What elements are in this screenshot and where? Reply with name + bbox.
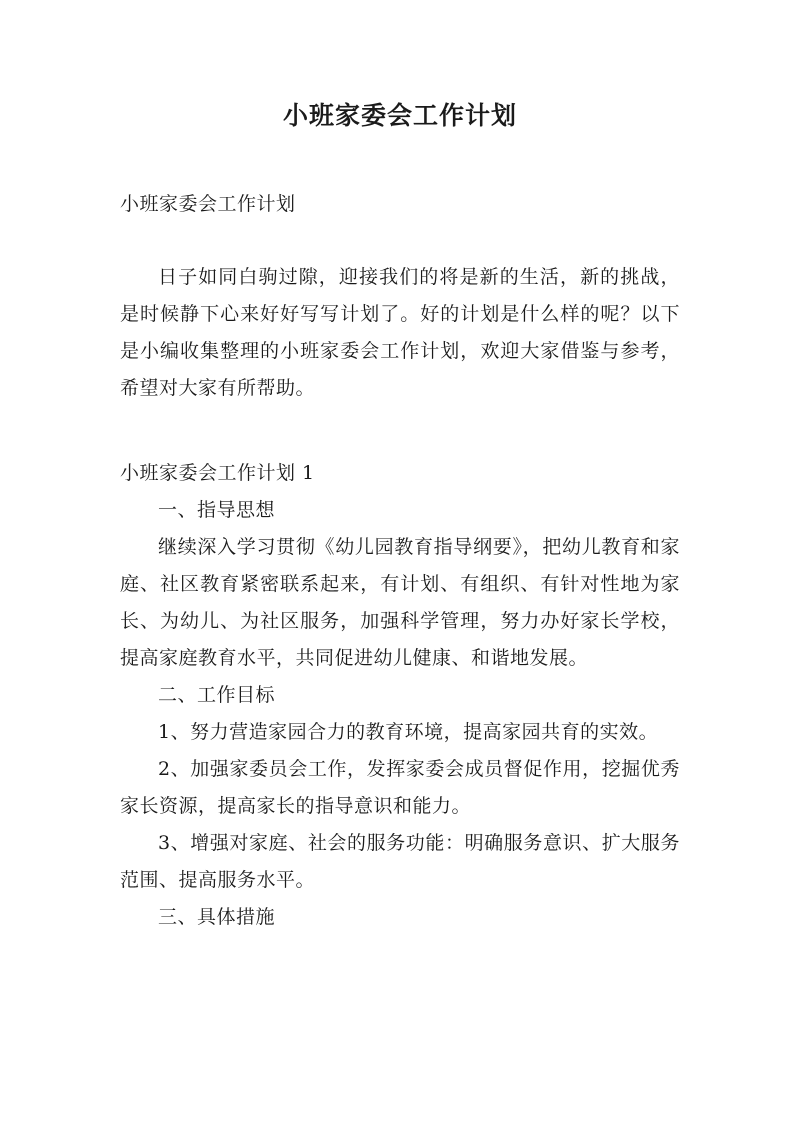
intro-block — [120, 259, 680, 407]
goal-item-3: 3、增强对家庭、社会的服务功能：明确服务意识、扩大服务范围、提高服务水平。 — [120, 832, 680, 891]
goal-item-1: 1、努力营造家园合力的教育环境，提高家园共育的实效。 — [158, 721, 659, 743]
heading-specific-measures: 三、具体措施 — [158, 906, 276, 928]
goal-item-2: 2、加强家委员会工作，发挥家委会成员督促作用，挖掘优秀家长资源，提高家长的指导意识和能力。 — [120, 758, 680, 817]
section-title: 小班家委会工作计划 1 — [120, 462, 315, 484]
heading-work-goals: 二、工作目标 — [158, 684, 276, 706]
heading-guiding-ideology: 一、指导思想 — [158, 499, 276, 521]
document-title: 小班家委会工作计划 — [282, 101, 517, 130]
plan-section — [120, 455, 680, 936]
document-subtitle: 小班家委会工作计划 — [120, 193, 296, 215]
paragraph-guiding-ideology: 继续深入学习贯彻《幼儿园教育指导纲要》，把幼儿教育和家庭、社区教育紧密联系起来，有计划、有组织、有针对性地为家长、为幼儿、为社区服务，加强科学管理，努力办好家长学校，提高家庭教育水平，共同促进幼儿健康、和谐地发展。 — [120, 536, 680, 669]
intro-paragraph: 日子如同白驹过隙，迎接我们的将是新的生活，新的挑战，是时候静下心来好好写写计划了。好的计划是什么样的呢？以下是小编收集整理的小班家委会工作计划，欢迎大家借鉴与参考，希望对大家有所帮助。 — [120, 266, 680, 399]
